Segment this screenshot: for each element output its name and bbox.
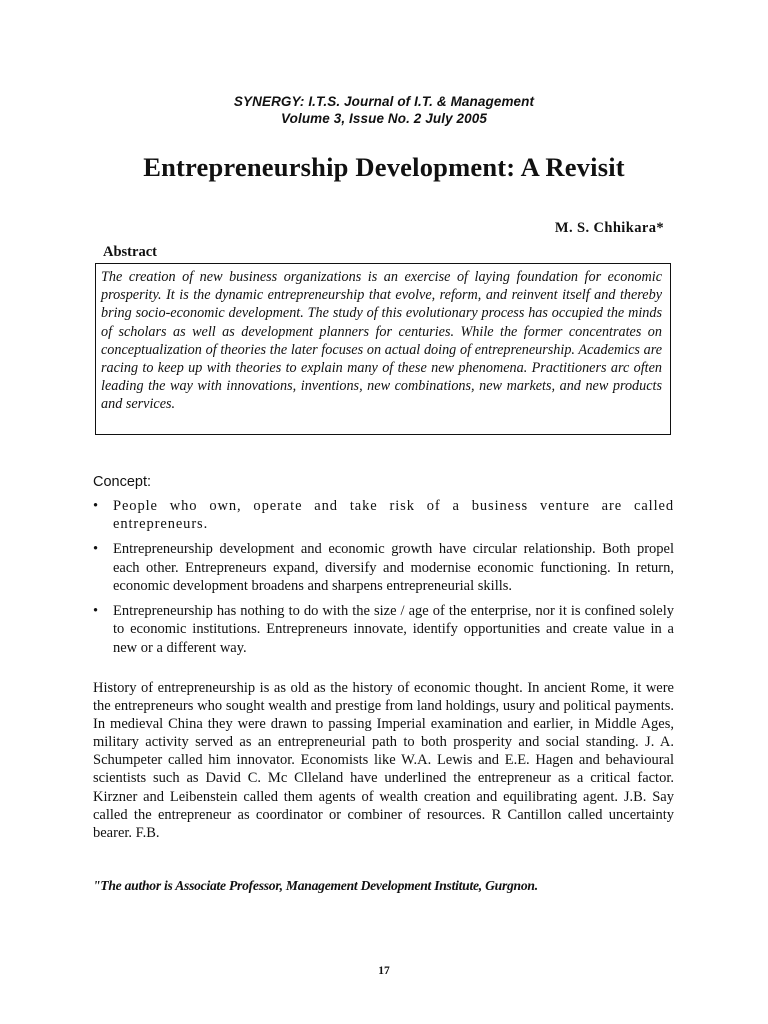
abstract-box (95, 263, 671, 435)
author-name: M. S. Chhikara* (554, 220, 664, 236)
author-footnote: "The author is Associate Professor, Management Development Institute, Gurgnon. (93, 878, 538, 893)
bullet-icon: • (93, 603, 99, 620)
bullet-icon: • (93, 541, 99, 558)
paper-title: Entrepreneurship Development: A Revisit (143, 152, 625, 182)
journal-header (0, 93, 768, 127)
abstract-text: The creation of new business organizations is an exercise of laying foundation for economic prosperity. It is the dynamic entrepreneurship that evolve, reform, and reinvent itself and thereby bring socio-economic development. The study of this evolutionary process has occupied the minds of scholars as well as development planners for centuries. While the former concentrates on conceptualization of theories the later focuses on actual doing of entrepreneurship. Academics are racing to keep up with theories to explain many of these new phenomena. Practitioners arc often leading the way with innovations, inventions, new combinations, new markets, and new products and services. (101, 269, 662, 413)
bullet-text: Entrepreneurship has nothing to do with the size / age of the enterprise, nor it is confined solely to economic institutions. Entrepreneurs innovate, identify opportunities and create value in a new or a different way. (113, 603, 674, 656)
concept-bullet-item (93, 540, 674, 595)
abstract-heading: Abstract (103, 244, 157, 260)
concept-heading: Concept: (93, 474, 152, 490)
history-paragraph: History of entrepreneurship is as old as the history of economic thought. In ancient Rome, it were the entrepreneurs who sought wealth and prestige from land holdings, usury and political payments. In medieval China they were drawn to passing Imperial examination and earlier, in Middle Ages, military activity served as an entrepreneurial path to both prosperity and social standing. J. A. Schumpeter called him innovator. Economists like W.A. Lewis and E.E. Hagen and behavioural scientists such as David C. Mc Clleland have underlined the entrepreneur as a critical factor. Kirzner and Leibenstein called them agents of wealth creation and equilibrating agent. J.B. Say called the entrepreneur as coordinator or combiner of resources. R Cantillon called uncertainty bearer. F.B. (93, 680, 674, 841)
concept-bullet-item (93, 497, 674, 534)
bullet-icon: • (93, 498, 99, 514)
issue-info: Volume 3, Issue No. 2 July 2005 (281, 111, 487, 126)
page-number: 17 (378, 965, 390, 977)
bullet-text: People who own, operate and take risk of a business venture are called entrepreneurs. (113, 498, 674, 533)
journal-name: SYNERGY: I.T.S. Journal of I.T. & Management (233, 94, 535, 109)
concept-bullet-item (93, 602, 674, 657)
bullet-text: Entrepreneurship development and economic growth have circular relationship. Both propel each other. Entrepreneurs expand, diversify and modernise economic functioning. In return, economic development broadens and sharpens entrepreneurial skills. (113, 541, 674, 595)
concept-bullet-list (93, 497, 674, 664)
